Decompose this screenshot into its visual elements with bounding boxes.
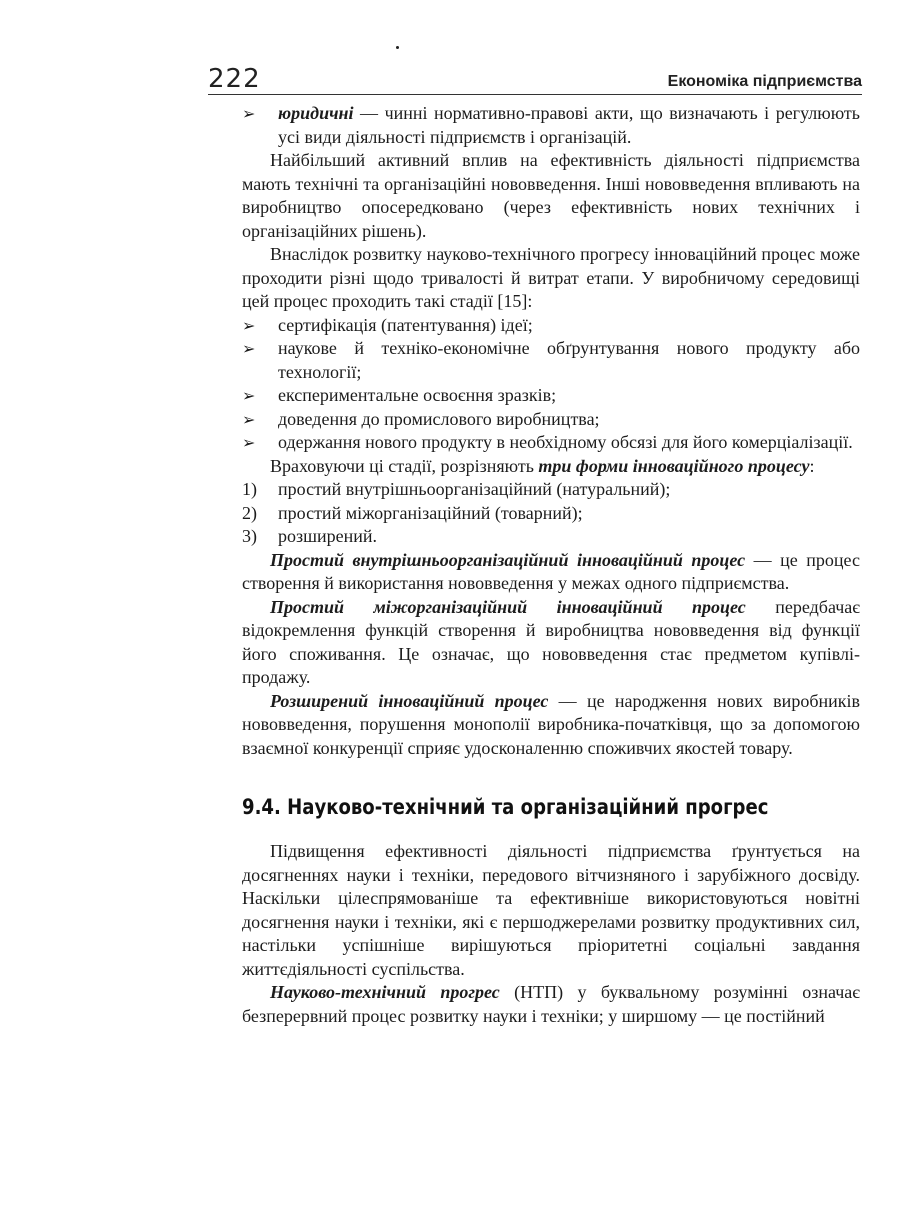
definition-term: Розширений інноваційний процес (270, 690, 549, 711)
form-number: 3) (242, 526, 257, 546)
definition-2 (242, 596, 860, 690)
definition-term: Науково-технічний прогрес (270, 982, 500, 1002)
list-item-text: — чинні нормативно-правові акти, що визначають і регулюють усі види діяльності підприємств і організацій. (278, 103, 860, 147)
form-item (242, 502, 860, 526)
definition-text: — це народження нових виробників нововведення, порушення монополії виробника-початківця, що за допомогою взаємної конкуренції сприяє удосконаленню споживчих якостей товару. (242, 690, 860, 758)
stage-item (242, 384, 860, 408)
forms-emphasis: три форми інноваційного процесу (538, 455, 810, 476)
forms-intro-end: : (809, 455, 815, 476)
page-body (242, 102, 860, 1028)
arrowhead-bullet-icon: ➢ (242, 104, 256, 123)
term-legal: юридичні (278, 103, 354, 123)
definition-text: передбачає відокремлення функцій створення й виробництва нововведення від функції його споживання. Це означає, що нововведення стає предметом купівлі-продажу. (242, 596, 860, 687)
arrowhead-bullet-icon: ➢ (242, 409, 256, 429)
form-number: 1) (242, 479, 257, 499)
forms-intro-text: Враховуючи ці стадії, розрізняють (270, 455, 539, 476)
stage-item (242, 314, 860, 338)
form-number: 2) (242, 502, 257, 523)
form-text: розширений. (278, 526, 377, 546)
form-item (242, 478, 860, 502)
forms-intro (242, 455, 860, 479)
paragraph-1: Найбільший активний вплив на ефективність діяльності підприємства мають технічні та організаційні нововведення. Інші нововведення впливають на виробництво опосередковано (через ефективність нових технічних і організаційних рішень). (242, 150, 860, 241)
definition-text: — це процес створення й використання нововведення у межах одного підприємства. (242, 549, 860, 593)
stage-item (242, 431, 860, 455)
paragraph-3: Підвищення ефективності діяльності підприємства ґрунтується на досягненнях науки і техніки, передового вітчизняного і зарубіжного досвіду. Наскільки цілеспрямованіше та ефективніше використовуються новітні досягнення науки і техніки, які є першоджерелами розвитку продуктивних сил, настільки успішніше вирішуються пріоритетні соціальні завдання життєдіяльності суспільства. (242, 841, 860, 979)
stage-text: наукове й техніко-економічне обґрунтування нового продукту або технології; (278, 338, 860, 382)
arrowhead-bullet-icon: ➢ (242, 433, 256, 452)
form-text: простий внутрішньоорганізаційний (натуральний); (278, 479, 671, 499)
list-item-legal (242, 102, 860, 149)
stage-item (242, 337, 860, 384)
running-title: Економіка підприємства (667, 73, 862, 90)
stage-text: доведення до промислового виробництва; (278, 408, 600, 429)
stage-item (242, 408, 860, 432)
definition-term: Простий внутрішньоорганізаційний інноваційний процес (270, 549, 746, 570)
stage-text: сертифікація (патентування) ідеї; (278, 314, 533, 335)
stage-text: одержання нового продукту в необхідному обсязі для його комерціалізації. (278, 432, 853, 452)
form-item (242, 525, 860, 549)
arrowhead-bullet-icon: ➢ (242, 315, 256, 335)
page-header (208, 64, 862, 95)
paragraph-4 (242, 981, 860, 1028)
page-number: 222 (208, 64, 261, 94)
paragraph-2: Внаслідок розвитку науково-технічного прогресу інноваційний процес може проходити різні щодо тривалості й витрат етапи. У виробничому середовищі цей процес проходить такі стадії [15]: (242, 244, 860, 311)
form-text: простий міжорганізаційний (товарний); (278, 502, 583, 523)
arrowhead-bullet-icon: ➢ (242, 386, 256, 405)
definition-term: Простий міжорганізаційний інноваційний процес (270, 596, 746, 617)
stage-text: експериментальне освоєння зразків; (278, 385, 557, 405)
ink-speck (396, 46, 399, 49)
paragraph-text: (НТП) у буквальному розумінні означає безперервний процес розвитку науки і техніки; у ширшому — це постійний (242, 982, 860, 1026)
arrowhead-bullet-icon: ➢ (242, 339, 256, 358)
section-heading: 9.4. Науково-технічний та організаційний прогрес (242, 795, 769, 819)
definition-3 (242, 690, 860, 761)
definition-1 (242, 549, 860, 596)
